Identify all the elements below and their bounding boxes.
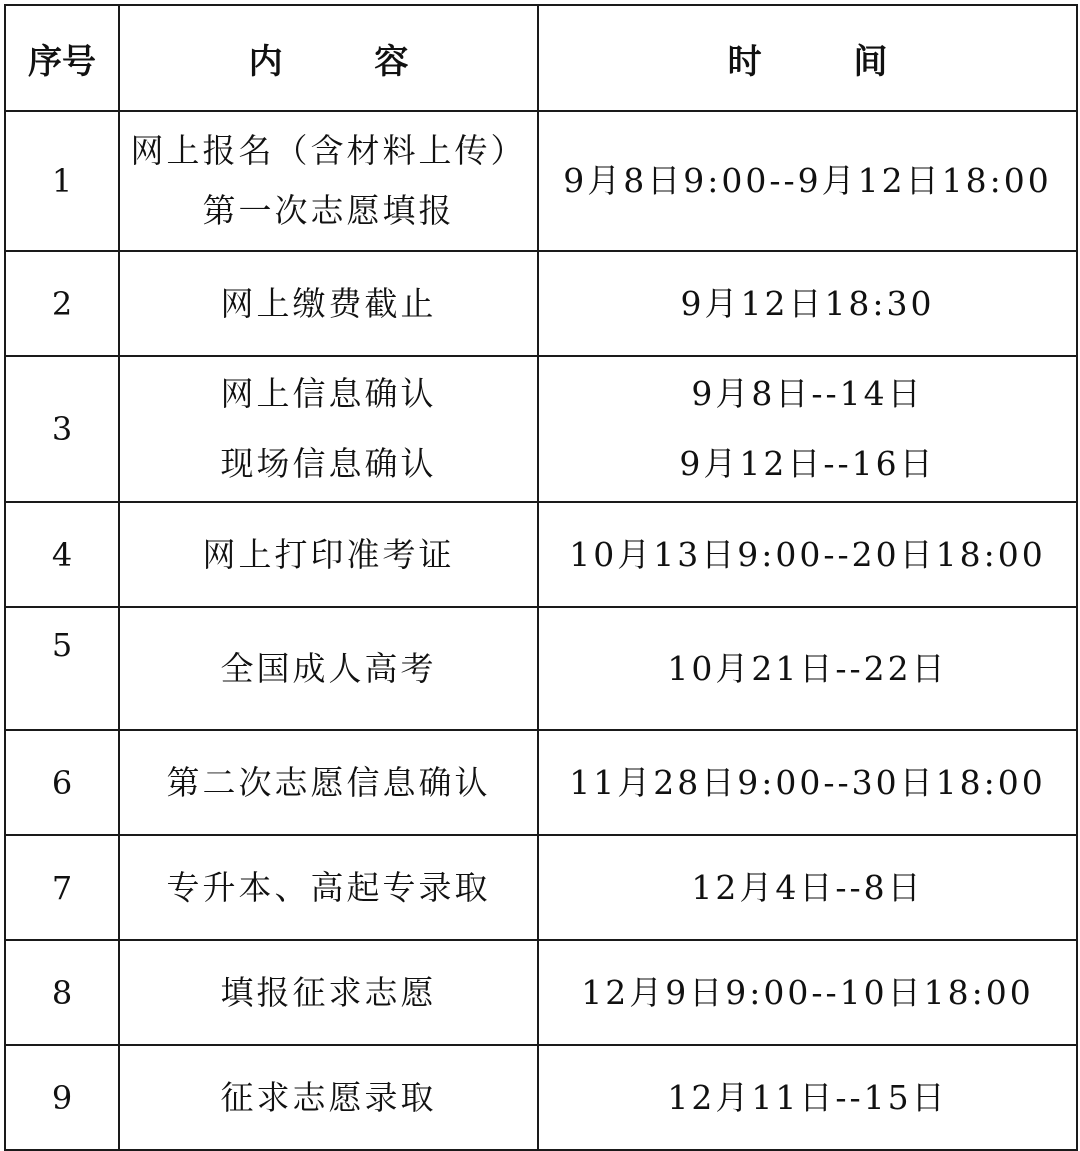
row-content [119,835,538,940]
row-content-line: 网上报名（含材料上传） [130,131,527,171]
row-content-line: 第二次志愿信息确认 [166,762,491,802]
table-row [5,1045,1077,1150]
header-time: 时 间 [538,5,1077,111]
row-time [538,1045,1077,1150]
row-content [119,607,538,730]
row-time [538,111,1077,251]
row-time-line: 10月13日9:00--20日18:00 [569,534,1046,574]
row-content [119,730,538,835]
table-row [5,111,1077,251]
row-content [119,251,538,356]
row-content [119,1045,538,1150]
row-time-line: 10月21日--22日 [667,648,948,688]
header-row [5,5,1077,111]
row-time-line: 9月8日--14日 [691,374,924,414]
row-time-line: 9月12日18:30 [680,283,935,323]
table-row [5,940,1077,1045]
row-time-line: 9月8日9:00--9月12日18:00 [563,161,1052,201]
row-time [538,251,1077,356]
row-time [538,502,1077,607]
row-content-line: 征求志愿录取 [220,1077,437,1117]
row-time-line: 9月12日--16日 [679,444,936,483]
row-time-line: 12月11日--15日 [667,1077,948,1117]
header-content: 内 容 [119,5,538,111]
row-index: 5 [5,607,119,730]
row-time [538,356,1077,502]
table-row [5,835,1077,940]
row-time [538,940,1077,1045]
row-content-line: 网上信息确认 [220,374,437,414]
row-index: 4 [5,502,119,607]
row-content-line: 现场信息确认 [220,444,437,483]
row-time-line: 11月28日9:00--30日18:00 [569,762,1046,802]
row-time-line: 12月9日9:00--10日18:00 [581,972,1034,1012]
row-content-line: 网上打印准考证 [202,534,455,574]
row-content-line: 全国成人高考 [220,648,437,688]
row-content [119,356,538,502]
table-row [5,356,1077,502]
row-content-line: 填报征求志愿 [220,972,437,1012]
row-index: 6 [5,730,119,835]
row-index: 8 [5,940,119,1045]
row-content [119,502,538,607]
row-index: 3 [5,356,119,502]
row-time [538,607,1077,730]
row-index: 2 [5,251,119,356]
table-row [5,730,1077,835]
header-index: 序号 [5,5,119,111]
table-row [5,607,1077,730]
row-index: 9 [5,1045,119,1150]
table-row [5,502,1077,607]
row-time [538,730,1077,835]
row-content-line: 网上缴费截止 [220,283,437,323]
row-content [119,111,538,251]
row-index: 7 [5,835,119,940]
schedule-table [4,4,1078,1151]
row-time-line: 12月4日--8日 [691,867,924,907]
row-time [538,835,1077,940]
row-content [119,940,538,1045]
row-index: 1 [5,111,119,251]
row-content-line: 第一次志愿填报 [202,191,455,230]
table-row [5,251,1077,356]
row-content-line: 专升本、高起专录取 [166,867,491,907]
